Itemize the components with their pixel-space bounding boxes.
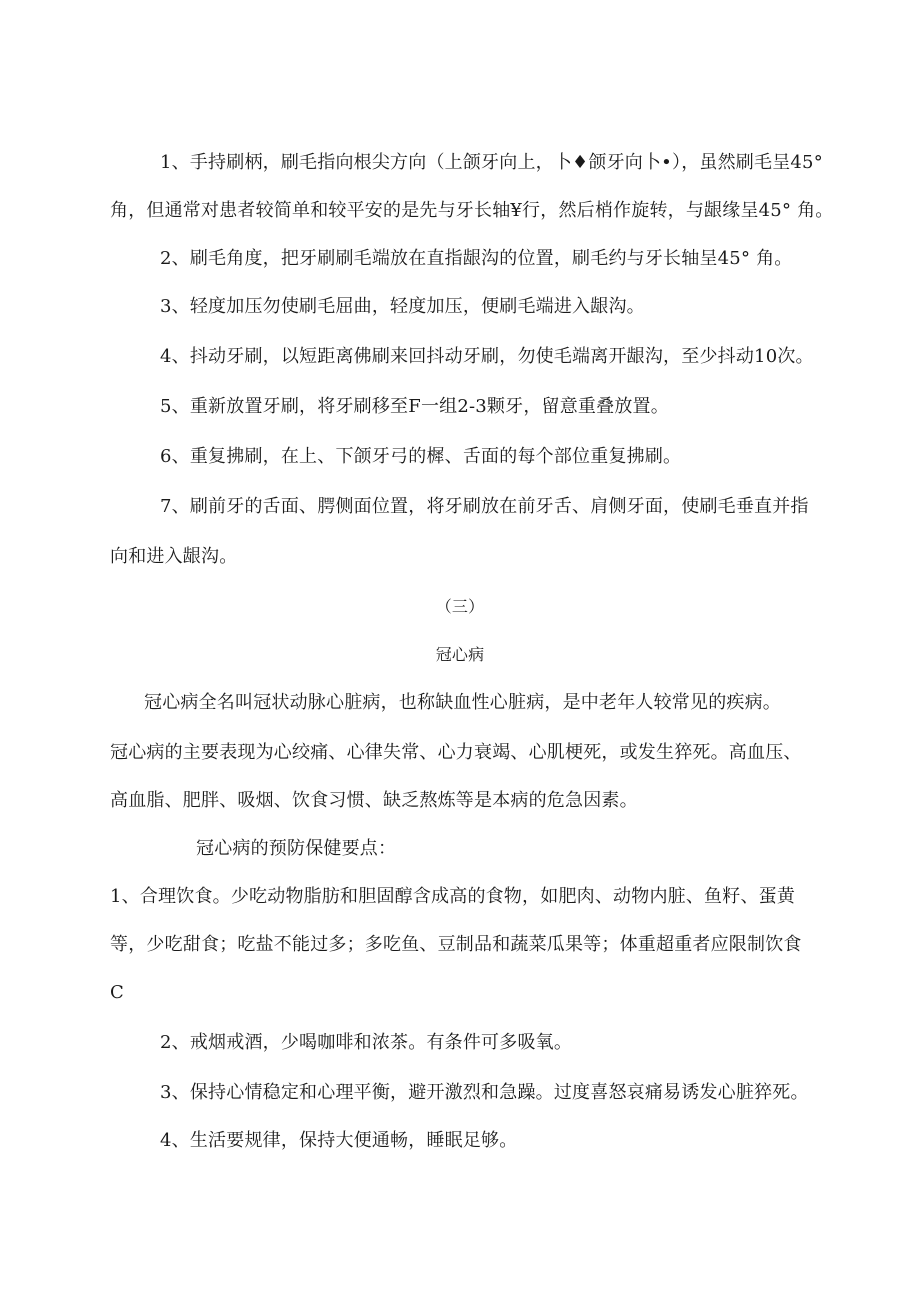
brushing-step-3: 3、轻度加压勿使刷毛屈曲，轻度加压，便刷毛端进入龈沟。 — [160, 296, 645, 317]
brushing-step-1-line-2: 角，但通常对患者较简单和较平安的是先与牙长轴¥行，然后梢作旋转，与龈缘呈45° 角。 — [110, 200, 834, 221]
prevention-item-2: 2、戒烟戒酒，少喝咖啡和浓茶。有条件可多吸氧。 — [160, 1032, 573, 1053]
brushing-step-4: 4、抖动牙刷，以短距离佛刷来回抖动牙刷，勿使毛端离开龈沟，至少抖动10次。 — [160, 346, 814, 367]
intro-line-3: 高血脂、肥胖、吸烟、饮食习惯、缺乏熬炼等是本病的危急因素。 — [110, 790, 638, 811]
prevention-item-3: 3、保持心情稳定和心理平衡，避开激烈和急躁。过度喜怒哀痛易诱发心脏猝死。 — [160, 1082, 809, 1103]
intro-line-2: 冠心病的主要表现为心绞痛、心律失常、心力衰竭、心肌梗死，或发生猝死。高血压、 — [110, 742, 802, 763]
prevention-item-1-line-1: 1、合理饮食。少吃动物脂肪和胆固醇含成高的食物，如肥肉、动物内脏、鱼籽、蛋黄 — [110, 886, 796, 907]
brushing-step-6: 6、重复拂刷，在上、下颌牙弓的樨、舌面的每个部位重复拂刷。 — [160, 446, 682, 467]
prevention-heading: 冠心病的预防保健要点： — [196, 838, 397, 859]
brushing-step-5: 5、重新放置牙刷，将牙刷移至F一组2-3颗牙，留意重叠放置。 — [160, 396, 669, 417]
brushing-step-7-line-1: 7、刷前牙的舌面、腭侧面位置，将牙刷放在前牙舌、肩侧牙面，使刷毛垂直并指 — [160, 496, 809, 517]
brushing-step-1-line-1: 1、手持刷柄，刷毛指向根尖方向（上颌牙向上，卜♦颌牙向卜•），虽然刷毛呈45° — [160, 152, 823, 173]
brushing-step-7-line-2: 向和进入龈沟。 — [110, 546, 238, 567]
section-title: 冠心病 — [435, 645, 485, 664]
prevention-item-1-line-3: C — [110, 982, 124, 1003]
section-number: （三） — [435, 597, 485, 616]
brushing-step-2: 2、刷毛角度，把牙刷刷毛端放在直指龈沟的位置，刷毛约与牙长轴呈45° 角。 — [160, 248, 793, 269]
intro-line-1: 冠心病全名叫冠状动脉心脏病，也称缺血性心脏病，是中老年人较常见的疾病。 — [144, 692, 781, 713]
prevention-item-1-line-2: 等，少吃甜食；吃盐不能过多；多吃鱼、豆制品和蔬菜瓜果等；体重超重者应限制饮食 — [110, 934, 802, 955]
prevention-item-4: 4、生活要规律，保持大便通畅，睡眠足够。 — [160, 1130, 518, 1151]
